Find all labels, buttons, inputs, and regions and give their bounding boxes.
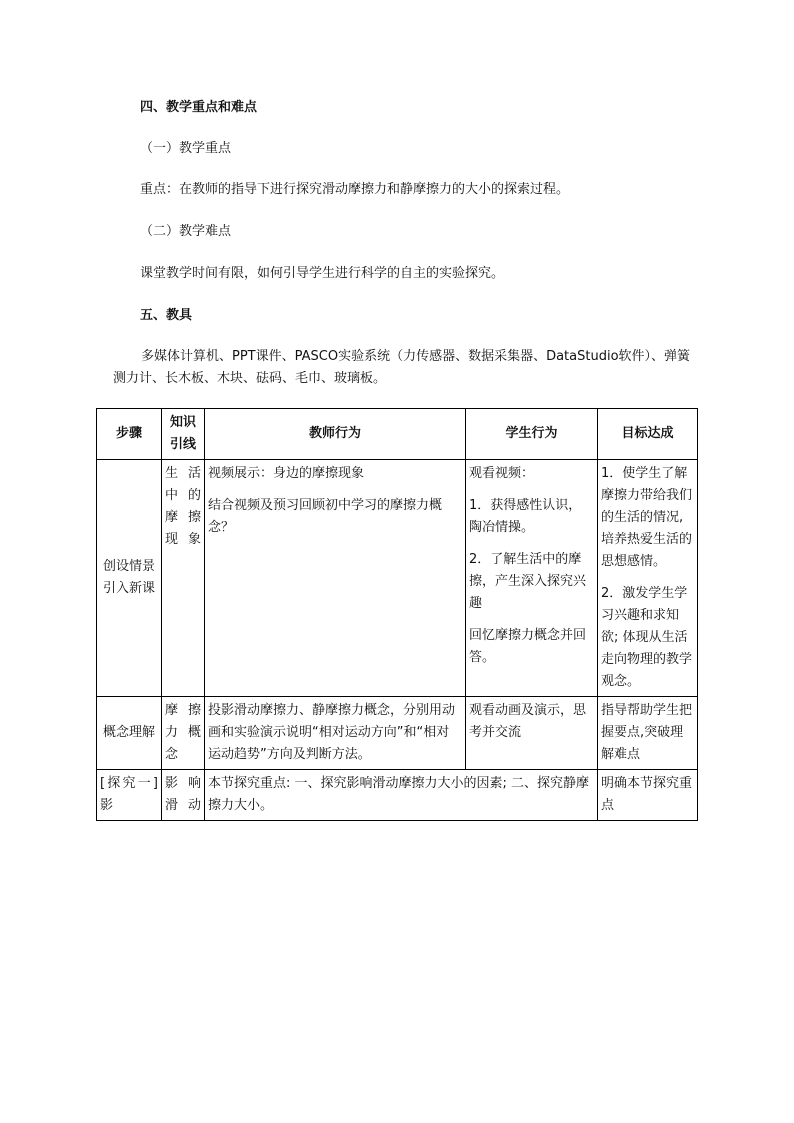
cell-teacher: [205, 460, 466, 697]
tools-text: 多媒体计算机、PPT课件、PASCO实验系统（力传感器、数据采集器、DataStudio软件）、弹簧测力计、长木板、木块、砝码、毛巾、玻璃板。: [113, 349, 691, 386]
cell-knowledge: 生活中的摩擦现象: [162, 460, 205, 697]
goal-line: 2．激发学生学习兴趣和求知欲; 体现从生活走向物理的教学观念。: [601, 586, 693, 689]
cell-student: 观看动画及演示，思考并交流: [466, 697, 598, 770]
cell-teacher: 投影滑动摩擦力、静摩擦力概念，分别用动画和实验演示说明“相对运动方向”和“相对运动趋势”方向及判断方法。: [205, 697, 466, 770]
section-heading-key-points: 四、教学重点和难点: [140, 100, 258, 115]
cell-step: [探究一] 影: [97, 770, 162, 821]
header-step: 步骤: [97, 409, 162, 460]
cell-goal: 指导帮助学生把握要点,突破理解难点: [598, 697, 698, 770]
difficulty-text: 课堂教学时间有限，如何引导学生进行科学的自主的实验探究。: [140, 266, 505, 281]
student-line: 1．获得感性认识，陶冶情操。: [469, 498, 582, 535]
key-point-text: 重点：在教师的指导下进行探究滑动摩擦力和静摩擦力的大小的探索过程。: [140, 182, 570, 197]
cell-step: 概念理解: [97, 697, 162, 770]
goal-line: 1．使学生了解摩擦力带给我们的生活的情况,培养热爱生活的思想感情。: [601, 466, 693, 569]
teacher-line: 视频展示：身边的摩擦现象: [208, 466, 365, 481]
header-knowledge: 知识引线: [162, 409, 205, 460]
subheading-key-point: （一）教学重点: [140, 141, 232, 156]
lesson-plan-table: [96, 408, 698, 821]
table-row: [97, 697, 698, 770]
table-header-row: [97, 409, 698, 460]
section-heading-tools: 五、教具: [140, 308, 193, 323]
header-teacher: 教师行为: [205, 409, 466, 460]
student-line: 观看视频：: [469, 466, 535, 481]
cell-teacher-student-merged: 本节探究重点: 一、探究影响滑动摩擦力大小的因素; 二、探究静摩擦力大小。: [205, 770, 598, 821]
cell-step: 创设情景引入新课: [97, 460, 162, 697]
student-line: 2．了解生活中的摩擦，产生深入探究兴趣: [469, 552, 587, 611]
cell-goal: 明确本节探究重点: [598, 770, 698, 821]
teacher-line: 结合视频及预习回顾初中学习的摩擦力概念？: [208, 498, 443, 535]
cell-student: [466, 460, 598, 697]
table-row: [97, 770, 698, 821]
cell-knowledge: 影响滑动: [162, 770, 205, 821]
table-row: [97, 460, 698, 697]
header-goal: 目标达成: [598, 409, 698, 460]
cell-goal: [598, 460, 698, 697]
subheading-difficulty: （二）教学难点: [140, 224, 232, 239]
cell-knowledge: 摩擦力概念: [162, 697, 205, 770]
header-student: 学生行为: [466, 409, 598, 460]
student-line: 回忆摩擦力概念并回答。: [469, 628, 587, 665]
